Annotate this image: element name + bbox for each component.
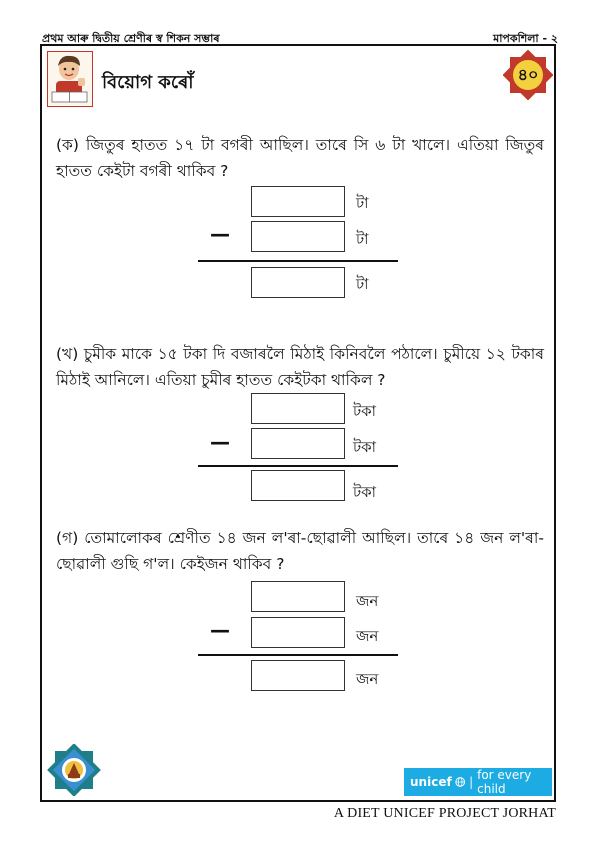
- worksheet-series-title: প্ৰথম আৰু দ্বিতীয় শ্ৰেণীৰ স্ব শিকন সম্ভাৰ: [42, 32, 220, 45]
- answer-box-b-result[interactable]: [251, 470, 345, 501]
- globe-icon: [455, 776, 465, 788]
- unit-label-b-3: টকা: [353, 483, 377, 501]
- unit-label-c-3: জন: [356, 670, 379, 688]
- unit-label-b-2: টকা: [353, 438, 377, 456]
- answer-line-a: [198, 260, 398, 262]
- minus-sign-a: —: [210, 222, 230, 246]
- minus-sign-c: —: [210, 618, 230, 642]
- answer-box-a-minuend[interactable]: [251, 186, 345, 217]
- answer-box-c-result[interactable]: [251, 660, 345, 691]
- answer-box-b-minuend[interactable]: [251, 393, 345, 424]
- answer-line-b: [198, 465, 398, 467]
- question-c-text: (গ) তোমালোকৰ শ্ৰেণীত ১৪ জন ল'ৰা-ছোৱালী আছিল। তাৰে ১৪ জন ল'ৰা-ছোৱালী গুছি গ'ল। কেইজন থাকিব ?: [56, 529, 544, 573]
- worksheet-number: মাপকশিলা - ২: [493, 32, 558, 45]
- student-reading-icon: [48, 52, 91, 105]
- answer-box-b-subtrahend[interactable]: [251, 428, 345, 459]
- answer-box-c-minuend[interactable]: [251, 581, 345, 612]
- unit-label-a-1: টা: [356, 194, 369, 212]
- unit-label-a-2: টা: [356, 230, 369, 248]
- unit-label-c-2: জন: [356, 627, 379, 645]
- answer-box-a-result[interactable]: [251, 267, 345, 298]
- unicef-logo: [404, 768, 552, 796]
- minus-sign-b: —: [210, 430, 230, 454]
- page-number: ৪০: [517, 64, 539, 84]
- unicef-brand: unicef: [410, 775, 452, 789]
- divider: |: [469, 775, 474, 789]
- unit-label-a-3: টা: [356, 275, 369, 293]
- answer-box-a-subtrahend[interactable]: [251, 221, 345, 252]
- unit-label-b-1: টকা: [353, 402, 377, 420]
- diet-emblem-icon: [45, 744, 103, 796]
- page-heading: বিয়োগ কৰোঁ: [102, 72, 194, 93]
- question-b-text: (খ) চুমীক মাকে ১৫ টকা দি বজাৰলৈ মিঠাই কিনিবলৈ পঠালে। চুমীয়ে ১২ টকাৰ মিঠাই আনিলে। এতিয়া চুমীৰ হাতত কেইটকা থাকিল ?: [56, 345, 544, 389]
- footer-credit: A DIET UNICEF PROJECT JORHAT: [333, 806, 556, 821]
- answer-line-c: [198, 654, 398, 656]
- unit-label-c-1: জন: [356, 592, 379, 610]
- answer-box-c-subtrahend[interactable]: [251, 617, 345, 648]
- unicef-tagline: for every child: [477, 768, 532, 796]
- question-a-text: (ক) জিতুৰ হাতত ১৭ টা বগৰী আছিল। তাৰে সি ৬ টা খালে। এতিয়া জিতুৰ হাতত কেইটা বগৰী থাকিব ?: [56, 136, 544, 180]
- student-illustration: [47, 51, 93, 107]
